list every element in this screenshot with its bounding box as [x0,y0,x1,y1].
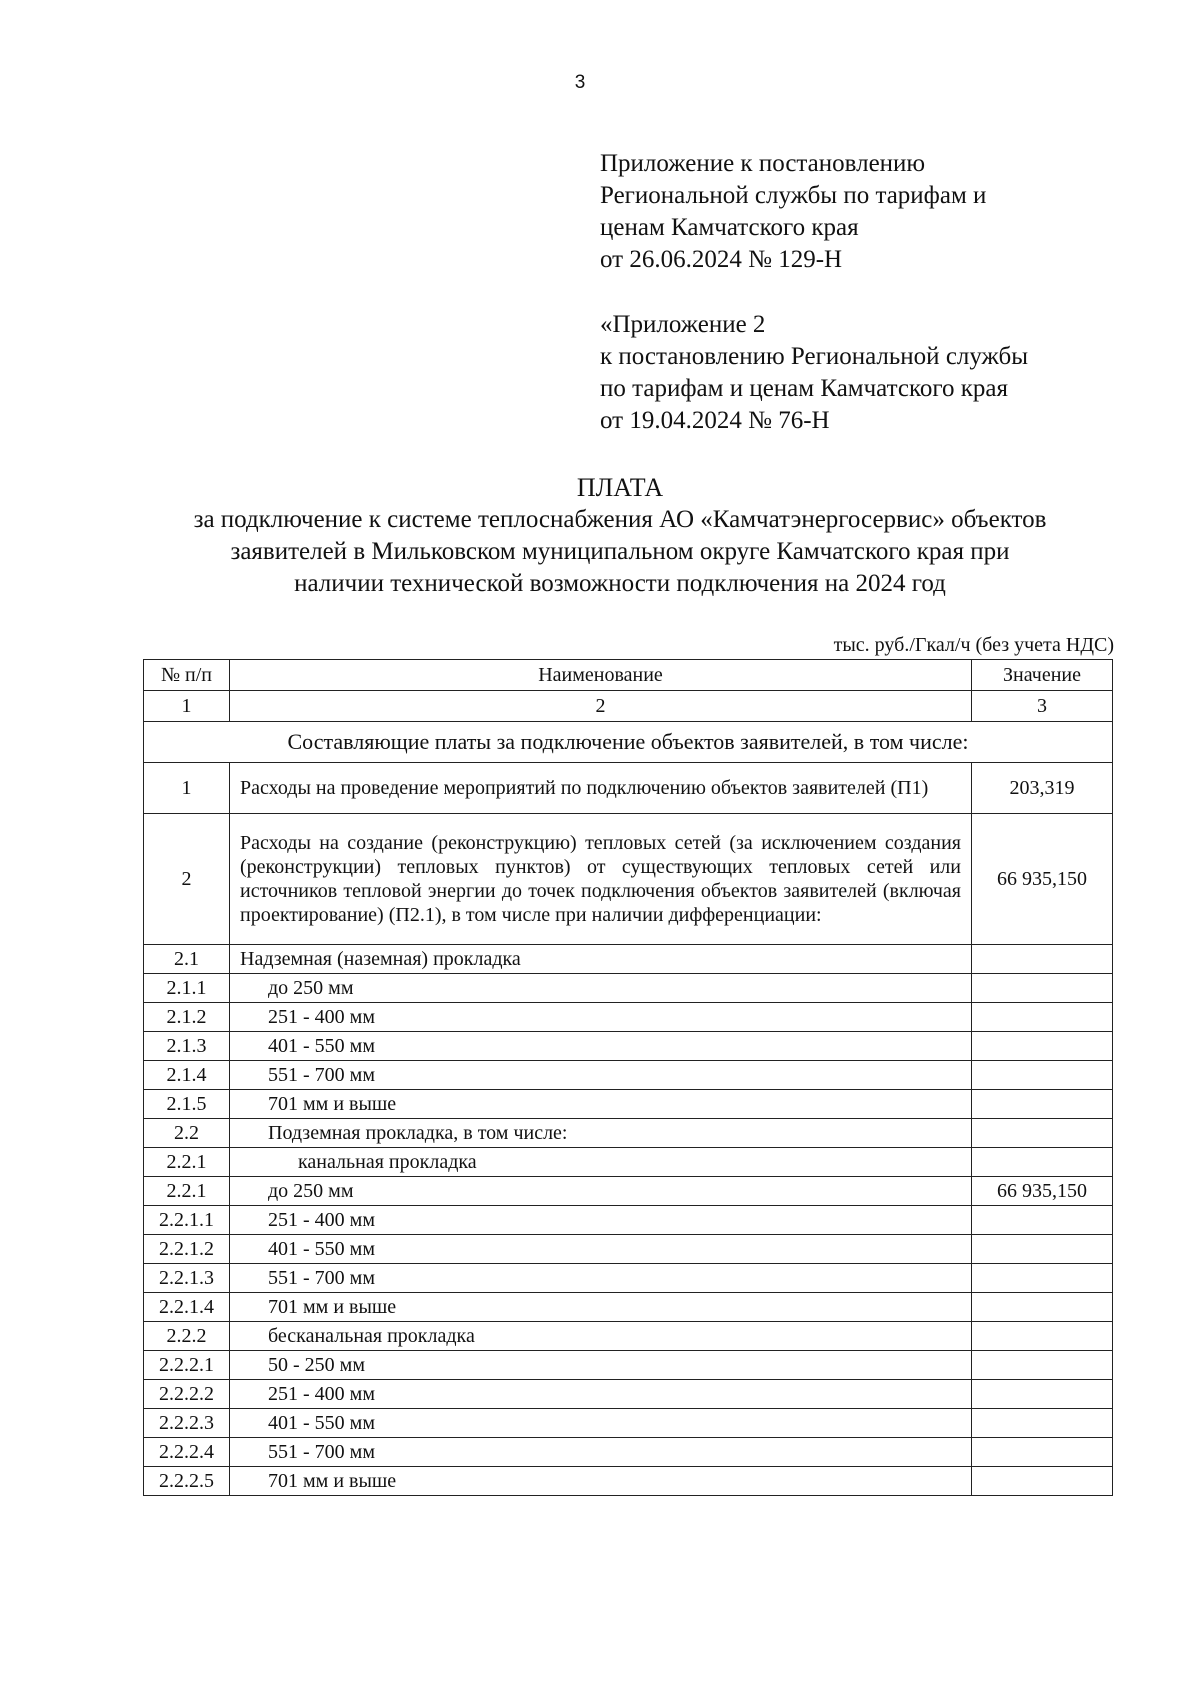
row-number: 2.2 [144,1119,230,1148]
row-number: 2.2.2.5 [144,1467,230,1496]
row-number: 2.2.1 [144,1177,230,1206]
row-name: Подземная прокладка, в том числе: [230,1119,972,1148]
row-name: 551 - 700 мм [230,1061,972,1090]
row-value [972,1061,1113,1090]
row-value [972,1235,1113,1264]
row-number: 2.2.2.4 [144,1438,230,1467]
row-number: 2.2.2 [144,1322,230,1351]
table-row [144,1119,1113,1148]
title-line: наличии технической возможности подключения на 2024 год [294,570,946,597]
annex-current-header [600,148,986,276]
row-name: 251 - 400 мм [230,1380,972,1409]
document-title [120,472,1120,600]
row-name: 701 мм и выше [230,1293,972,1322]
column-number-row [144,691,1113,722]
row-number: 2.1.4 [144,1061,230,1090]
row-value [972,974,1113,1003]
annex-current-line: Приложение к постановлению [600,150,926,177]
row-value [972,1293,1113,1322]
row-value [972,1148,1113,1177]
section-title: Составляющие платы за подключение объектов заявителей, в том числе: [144,722,1113,763]
table-row [144,1293,1113,1322]
row-name: 701 мм и выше [230,1467,972,1496]
row-number: 2.1 [144,945,230,974]
row-value [972,1322,1113,1351]
title-line: за подключение к системе теплоснабжения АО «Камчатэнергосервис» объектов [193,506,1047,533]
row-number: 2.2.1.2 [144,1235,230,1264]
row-value: 66 935,150 [972,814,1113,945]
row-number: 2.1.5 [144,1090,230,1119]
fee-table [143,659,1113,1496]
table-row [144,1351,1113,1380]
header-value: Значение [972,660,1113,691]
row-value [972,1409,1113,1438]
row-number: 2.2.1 [144,1148,230,1177]
row-value [972,1032,1113,1061]
row-number: 2.2.2.1 [144,1351,230,1380]
header-number: № п/п [144,660,230,691]
table-row [144,1061,1113,1090]
table-row [144,763,1113,814]
row-number: 2.1.2 [144,1003,230,1032]
table-row [144,1235,1113,1264]
row-value [972,1351,1113,1380]
annex-current-line: от 26.06.2024 № 129-Н [600,246,843,273]
annex-current-line: ценам Камчатского края [600,214,859,241]
row-number: 2.2.1.4 [144,1293,230,1322]
row-name: Расходы на создание (реконструкцию) тепловых сетей (за исключением создания (реконструкции) тепловых пунктов) от существующих тепловых сетей или источников тепловой энергии до точек подключения объектов заявителей (включая проектирование) (П2.1), в том числе при наличии дифференциации: [230,814,972,945]
row-name: 401 - 550 мм [230,1409,972,1438]
row-number: 2.1.3 [144,1032,230,1061]
row-value [972,1119,1113,1148]
row-value [972,1380,1113,1409]
table-row [144,1148,1113,1177]
annex-original-line: «Приложение 2 [600,311,766,338]
annex-original-line: по тарифам и ценам Камчатского края [600,375,1008,402]
annex-original-line: к постановлению Региональной службы [600,343,1029,370]
row-name: Надземная (наземная) прокладка [230,945,972,974]
table-row [144,945,1113,974]
row-name: до 250 мм [230,1177,972,1206]
row-value [972,1467,1113,1496]
row-name: 701 мм и выше [230,1090,972,1119]
row-name: бесканальная прокладка [230,1322,972,1351]
row-value [972,1206,1113,1235]
table-row [144,814,1113,945]
page-number: 3 [574,72,586,93]
row-name: 401 - 550 мм [230,1032,972,1061]
table-row [144,1264,1113,1293]
row-name: 551 - 700 мм [230,1438,972,1467]
row-name: 50 - 250 мм [230,1351,972,1380]
units-note: тыс. руб./Гкал/ч (без учета НДС) [833,634,1114,656]
table-header-row [144,660,1113,691]
table-row [144,1438,1113,1467]
annex-original-header [600,309,1028,437]
column-number: 1 [144,691,230,722]
section-row [144,722,1113,763]
row-number: 2 [144,814,230,945]
table-row [144,1177,1113,1206]
row-value [972,945,1113,974]
row-name: Расходы на проведение мероприятий по подключению объектов заявителей (П1) [230,763,972,814]
title-heading: ПЛАТА [576,473,664,502]
row-value: 203,319 [972,763,1113,814]
table-row [144,1322,1113,1351]
annex-original-line: от 19.04.2024 № 76-Н [600,407,830,434]
row-name: канальная прокладка [230,1148,972,1177]
table-row [144,974,1113,1003]
row-value [972,1438,1113,1467]
column-number: 3 [972,691,1113,722]
row-value: 66 935,150 [972,1177,1113,1206]
header-name: Наименование [230,660,972,691]
row-number: 2.1.1 [144,974,230,1003]
row-number: 2.2.1.3 [144,1264,230,1293]
row-value [972,1264,1113,1293]
column-number: 2 [230,691,972,722]
row-name: до 250 мм [230,974,972,1003]
table-row [144,1206,1113,1235]
table-row [144,1090,1113,1119]
row-value [972,1003,1113,1032]
title-line: заявителей в Мильковском муниципальном округе Камчатского края при [230,538,1010,565]
table-row [144,1467,1113,1496]
row-name: 251 - 400 мм [230,1003,972,1032]
table-row [144,1409,1113,1438]
row-number: 1 [144,763,230,814]
row-number: 2.2.1.1 [144,1206,230,1235]
table-row [144,1003,1113,1032]
annex-current-line: Региональной службы по тарифам и [600,182,987,209]
table-row [144,1380,1113,1409]
row-name: 551 - 700 мм [230,1264,972,1293]
row-number: 2.2.2.3 [144,1409,230,1438]
table-row [144,1032,1113,1061]
row-name: 251 - 400 мм [230,1206,972,1235]
row-number: 2.2.2.2 [144,1380,230,1409]
row-value [972,1090,1113,1119]
row-name: 401 - 550 мм [230,1235,972,1264]
